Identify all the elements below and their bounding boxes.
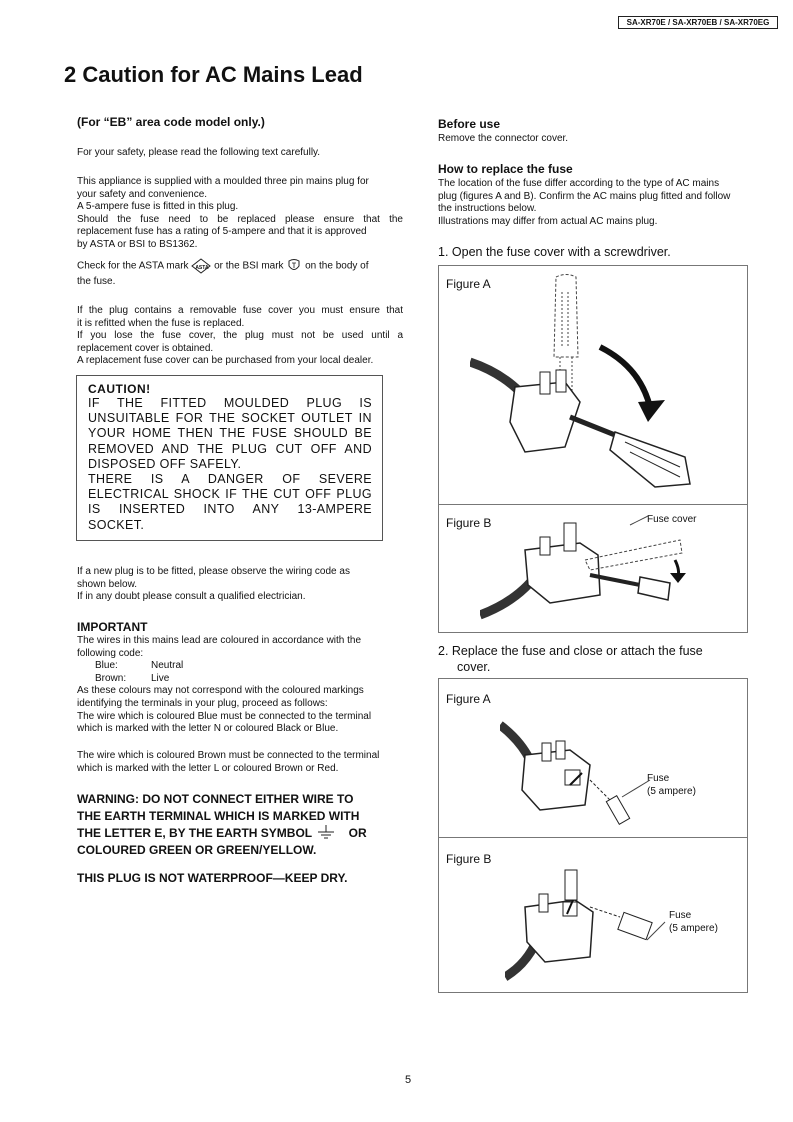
caution-box (76, 375, 383, 541)
asta-bsi-check: Check for the ASTA mark ASTA or the BSI mark on the body of (77, 258, 403, 274)
step-2: 2. Replace the fuse and close or attach the fuse cover. (438, 644, 703, 674)
fuse-label-a: Fuse (5 ampere) (647, 773, 696, 797)
blue-wire-row: Blue: Neutral (95, 660, 184, 672)
warning-text: WARNING: DO NOT CONNECT EITHER WIRE TO THE EARTH TERMINAL WHICH IS MARKED WITH THE LETTER E, BY THE EARTH SYMBOL OR COLOURED GREEN OR GREEN/YELLOW. (77, 792, 367, 857)
figure-divider (438, 504, 748, 505)
important-text: The wires in this mains lead are coloured in accordance with the following code: Blue: Neutral Brown: Live As these colours may not correspond with the coloured markings identifying the terminals in your plug, proceed as follows: The wire which is coloured Blue must be connected to the terminal which is marked with the letter N or coloured Black or Blue. (77, 635, 403, 736)
fuse-replace-figure-b (505, 862, 680, 987)
brown-wire-row: Brown: Live (95, 672, 170, 684)
area-note: (For “EB” area code model only.) (77, 115, 265, 129)
fuse-label-b: Fuse (5 ampere) (669, 910, 718, 934)
before-use-title: Before use (438, 117, 501, 131)
fuse-cover-label: Fuse cover (647, 514, 697, 525)
waterproof-warning: THIS PLUG IS NOT WATERPROOF—KEEP DRY. (77, 871, 348, 885)
figure-divider-2 (438, 837, 748, 838)
step1-figure-b-label: Figure B (446, 516, 492, 530)
plug-screwdriver-illustration (470, 272, 730, 497)
safety-intro: For your safety, please read the following text carefully. (77, 147, 321, 158)
earth-symbol-icon (315, 825, 337, 839)
page-number: 5 (405, 1074, 412, 1086)
step1-figure-a-label: Figure A (446, 277, 491, 291)
replace-fuse-title: How to replace the fuse (438, 162, 573, 176)
replace-fuse-text: The location of the fuse differ according to the type of AC mains plug (figures A and B). Confirm the AC mains plug fitted and follow the instructions below. Illustrations may differ from actual AC mains plug. (438, 178, 731, 227)
page-title: 2 Caution for AC Mains Lead (64, 62, 363, 87)
fuse-cover-paragraph: If the plug contains a removable fuse cover you must ensure that it is refitted when the fuse is replaced. If you lose the fuse cover, the plug must not be used until a replacement cover is obtained. A replacement fuse cover can be purchased from your local dealer. (77, 305, 403, 367)
plug-paragraph: This appliance is supplied with a moulded three pin mains plug for your safety and convenience. A 5-ampere fuse is fitted in this plug. Should the fuse need to be replaced please ensure that the replacement fuse has a rating of 5-ampere and that it is approved by ASTA or BSI to BS1362. (77, 176, 403, 250)
step-1: 1. Open the fuse cover with a screwdriver. (438, 245, 671, 259)
fuse-replace-figure-a (500, 715, 670, 830)
model-number-header: SA-XR70E / SA-XR70EB / SA-XR70EG (618, 16, 778, 29)
asta-bsi-check-end: the fuse. (77, 276, 116, 287)
caution-body: IF THE FITTED MOULDED PLUG IS UNSUITABLE FOR THE SOCKET OUTLET IN YOUR HOME THEN THE FUSE SHOULD BE REMOVED AND THE PLUG CUT OFF AND DISPOSED OFF SAFELY. THERE IS A DANGER OF SEVERE ELECTRICAL SHOCK IF THE CUT OFF PLUG IS INSERTED INTO ANY 13-AMPERE SOCKET. (88, 396, 372, 532)
brown-wire-text: The wire which is coloured Brown must be connected to the terminal which is marked with the letter L or coloured Brown or Red. (77, 750, 380, 774)
important-title: IMPORTANT (77, 620, 148, 634)
before-use-text: Remove the connector cover. (438, 133, 569, 144)
bsi-kitemark-icon (286, 258, 302, 274)
step2-figure-a-label: Figure A (446, 692, 491, 706)
plug-screwdriver-figure-b (480, 515, 742, 625)
new-plug-paragraph: If a new plug is to be fitted, please observe the wiring code as shown below. If in any doubt please consult a qualified electrician. (77, 566, 350, 603)
step2-figure-b-label: Figure B (446, 852, 492, 866)
asta-mark-icon: ASTA (191, 258, 211, 274)
caution-title: CAUTION! (88, 382, 151, 396)
